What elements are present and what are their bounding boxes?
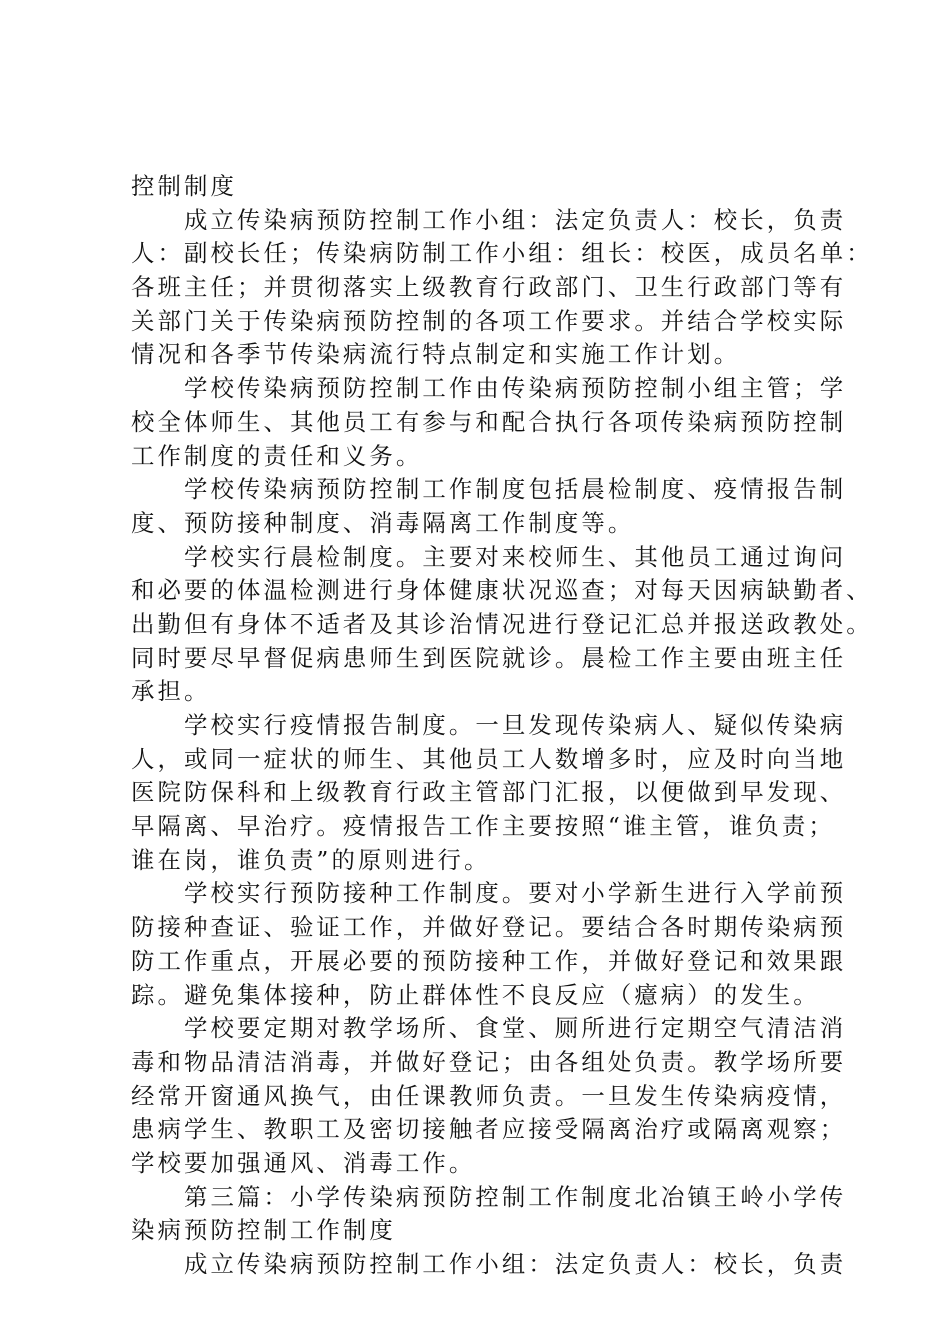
text-line: 出勤但有身体不适者及其诊治情况进行登记汇总并报送政教处。 [131,609,873,638]
text-line: 度、预防接种制度、消毒隔离工作制度等。 [131,508,635,537]
text-line: 校全体师生、其他员工有参与和配合执行各项传染病预防控制 [131,407,847,436]
text-line: 工作制度的责任和义务。 [131,441,423,470]
paragraph-start-line: 学校传染病预防控制工作由传染病预防控制小组主管；学 [184,374,847,403]
text-line: 同时要尽早督促病患师生到医院就诊。晨检工作主要由班主任 [131,643,847,672]
paragraph-start-line: 成立传染病预防控制工作小组：法定负责人：校长，负责 [184,1250,847,1278]
text-line: 控制制度 [131,172,237,200]
text-line: 人，或同一症状的师生、其他员工人数增多时，应及时向当地 [131,744,847,773]
paragraph-start-line: 学校传染病预防控制工作制度包括晨检制度、疫情报告制 [184,475,847,504]
text-line: 各班主任；并贯彻落实上级教育行政部门、卫生行政部门等有 [131,273,847,302]
paragraph-start-line: 学校实行晨检制度。主要对来校师生、其他员工通过询问 [184,542,847,571]
text-line: 情况和各季节传染病流行特点制定和实施工作计划。 [131,340,741,369]
text-line: 早隔离、早治疗。疫情报告工作主要按照“谁主管，谁负责； [131,812,835,841]
paragraph-start-line: 学校实行疫情报告制度。一旦发现传染病人、疑似传染病 [184,711,847,739]
text-line: 谁在岗，谁负责”的原则进行。 [131,845,491,874]
paragraph-start-line: 学校实行预防接种工作制度。要对小学新生进行入学前预 [184,879,847,908]
text-line: 和必要的体温检测进行身体健康状况巡查；对每天因病缺勤者、 [131,576,873,605]
section-heading-line: 第三篇：小学传染病预防控制工作制度北冶镇王岭小学传 [184,1182,847,1211]
text-line: 踪。避免集体接种，防止群体性不良反应（癔病）的发生。 [131,980,820,1009]
text-line: 人：副校长任；传染病防制工作小组：组长：校医，成员名单： [131,239,873,268]
paragraph-start-line: 学校要定期对教学场所、食堂、厕所进行定期空气清洁消 [184,1014,847,1043]
text-line: 关部门关于传染病预防控制的各项工作要求。并结合学校实际 [131,306,847,335]
text-line: 经常开窗通风换气，由任课教师负责。一旦发生传染病疫情， [131,1081,847,1110]
text-line: 患病学生、教职工及密切接触者应接受隔离治疗或隔离观察； [131,1115,847,1144]
text-line: 学校要加强通风、消毒工作。 [131,1148,476,1177]
paragraph-start-line: 成立传染病预防控制工作小组：法定负责人：校长，负责 [184,205,847,234]
text-line: 承担。 [131,677,211,706]
text-line: 毒和物品清洁消毒，并做好登记；由各组处负责。教学场所要 [131,1047,847,1076]
section-heading-line: 染病预防控制工作制度 [131,1216,396,1245]
text-line: 医院防保科和上级教育行政主管部门汇报，以便做到早发现、 [131,778,847,807]
text-line: 防接种查证、验证工作，并做好登记。要结合各时期传染病预 [131,913,847,942]
text-line: 防工作重点，开展必要的预防接种工作，并做好登记和效果跟 [131,946,847,975]
document-body [131,170,873,1282]
